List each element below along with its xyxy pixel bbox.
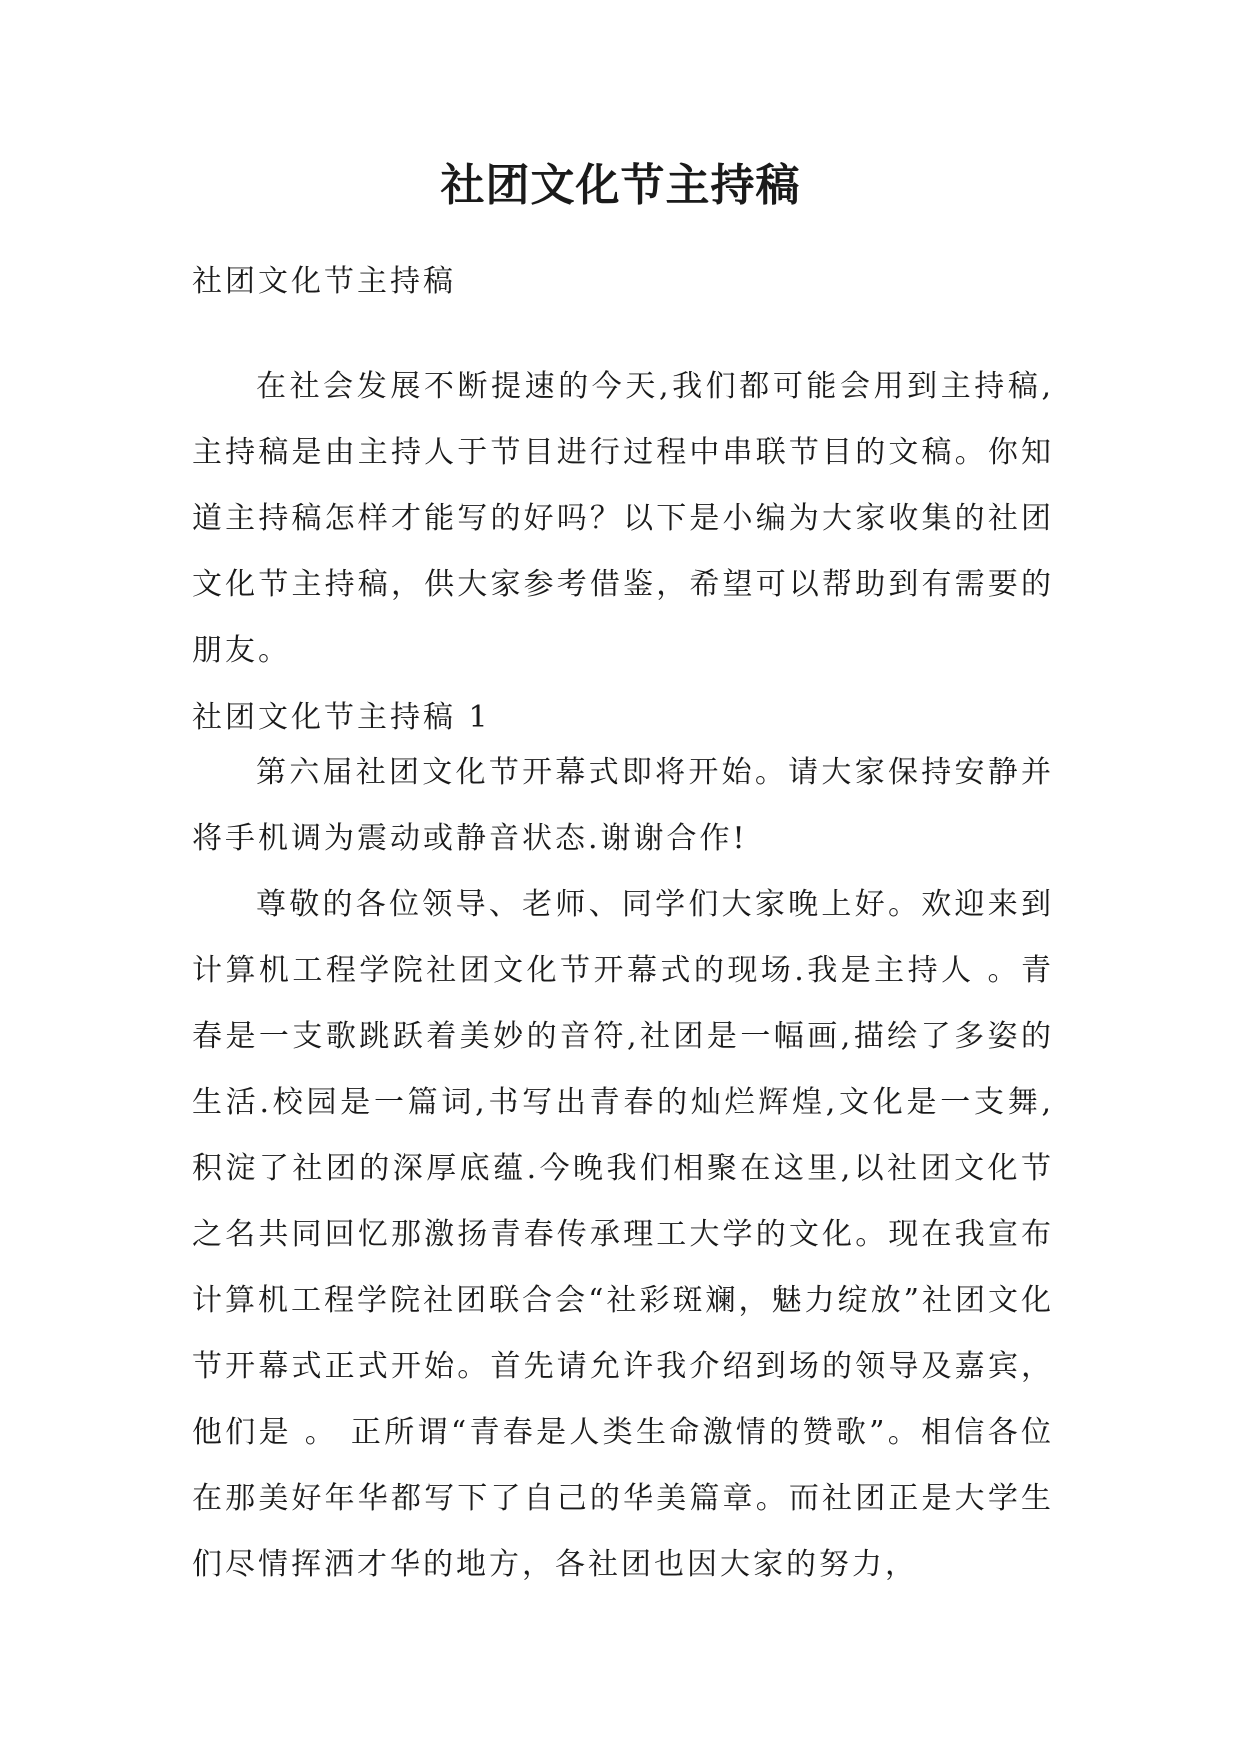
document-title: 社团文化节主持稿 [440,160,801,211]
intro-paragraph: 在社会发展不断提速的今天,我们都可能会用到主持稿,主持稿是由主持人于节目进行过程中串联节目的文稿。你知道主持稿怎样才能写的好吗？以下是小编为大家收集的社团文化节主持稿，供大家参考借鉴，希望可以帮助到有需要的朋友。 [192,369,1054,668]
section-paragraph: 第六届社团文化节开幕式即将开始。请大家保持安静并将手机调为震动或静音状态.谢谢合作! [192,755,1054,856]
document-subtitle: 社团文化节主持稿 [192,264,456,299]
section-paragraph: 尊敬的各位领导、老师、同学们大家晚上好。欢迎来到计算机工程学院社团文化节开幕式的现场.我是主持人 。青春是一支歌跳跃着美妙的音符,社团是一幅画,描绘了多姿的生活.校园是一篇词,书写出青春的灿烂辉煌,文化是一支舞,积淀了社团的深厚底蕴.今晚我们相聚在这里,以社团文化节之名共同回忆那激扬青春传承理工大学的文化。现在我宣布计算机工程学院社团联合会“社彩斑斓，魅力绽放”社团文化节开幕式正式开始。首先请允许我介绍到场的领导及嘉宾，他们是 。 正所谓“青春是人类生命激情的赞歌”。相信各位在那美好年华都写下了自己的华美篇章。而社团正是大学生们尽情挥洒才华的地方，各社团也因大家的努力， [192,887,1054,1582]
section-heading: 社团文化节主持稿 1 [192,700,491,735]
